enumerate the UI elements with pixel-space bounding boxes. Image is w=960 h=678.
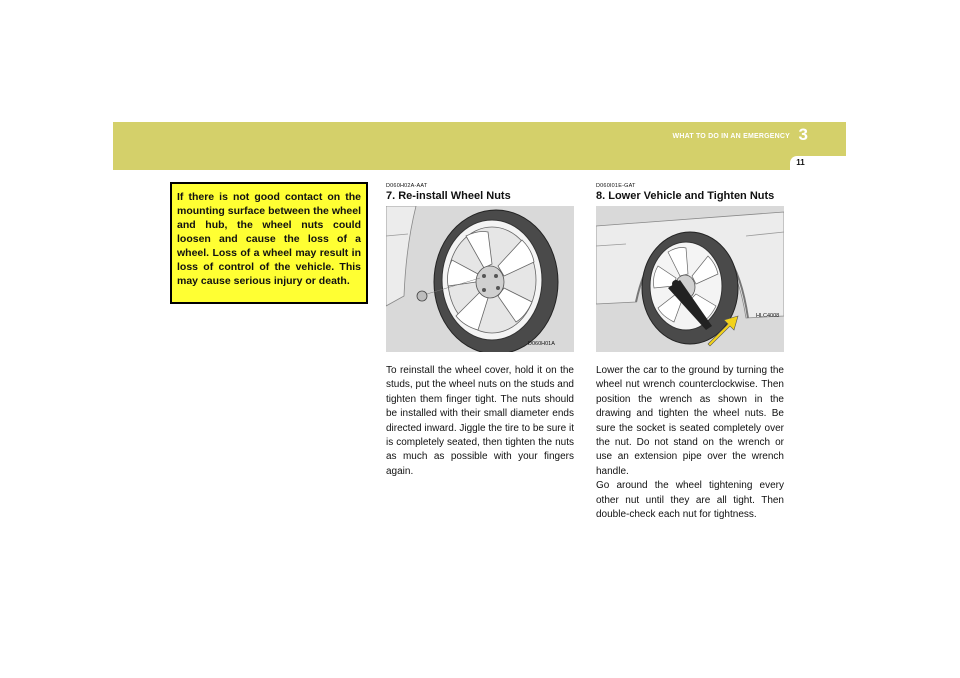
body-paragraph: Go around the wheel tightening every other nut until they are all tight. Then double-check each nut for tightness. [596,480,784,521]
page-number-tab [790,156,846,174]
lower-vehicle-illustration [596,206,784,352]
figure-label: D060H01A [528,341,555,347]
section-lower-vehicle [596,183,784,522]
section-heading: 7. Re-install Wheel Nuts [386,190,511,202]
section-body: To reinstall the wheel cover, hold it on the studs, put the wheel nuts on the studs and tighten them finger tight. The nuts should be installed with their small diameter ends directed inward. Jiggle the tire to be sure it is completely seated, then tighten the nuts as much as possible with your fingers again. [386,365,574,477]
chapter-number: 3 [798,125,808,144]
body-paragraph: Lower the car to the ground by turning the wheel nut wrench counterclockwise. Then position the wrench as shown in the drawing and tighten the wheel nuts. Be sure the socket is seated completely over the nut. Do not stand on the wrench or use an extension pipe over the wrench handle. [596,365,784,477]
warning-text: If there is not good contact on the mounting surface between the wheel and hub, the wheel nuts could loosen and cause the loss of a wheel. Loss of a wheel may result in loss of control of the vehicle. This may cause serious injury or death. [177,191,361,287]
figure-label: HLC4008 [756,313,780,319]
section-code: D060I01E-GAT [596,183,636,189]
chapter-title: WHAT TO DO IN AN EMERGENCY [672,133,790,140]
wheel-reinstall-illustration [386,206,574,352]
section-heading: 8. Lower Vehicle and Tighten Nuts [596,190,775,202]
chapter-header-band [113,122,846,170]
section-body [596,364,784,522]
section-reinstall-wheel-nuts [386,183,574,479]
wheel-nut-illustration-drawing [386,206,574,352]
page-number: 11 [796,158,805,167]
wrench-tightening-illustration-drawing [596,206,784,352]
section-code: D060H02A-AAT [386,183,428,189]
warning-box [170,182,368,304]
